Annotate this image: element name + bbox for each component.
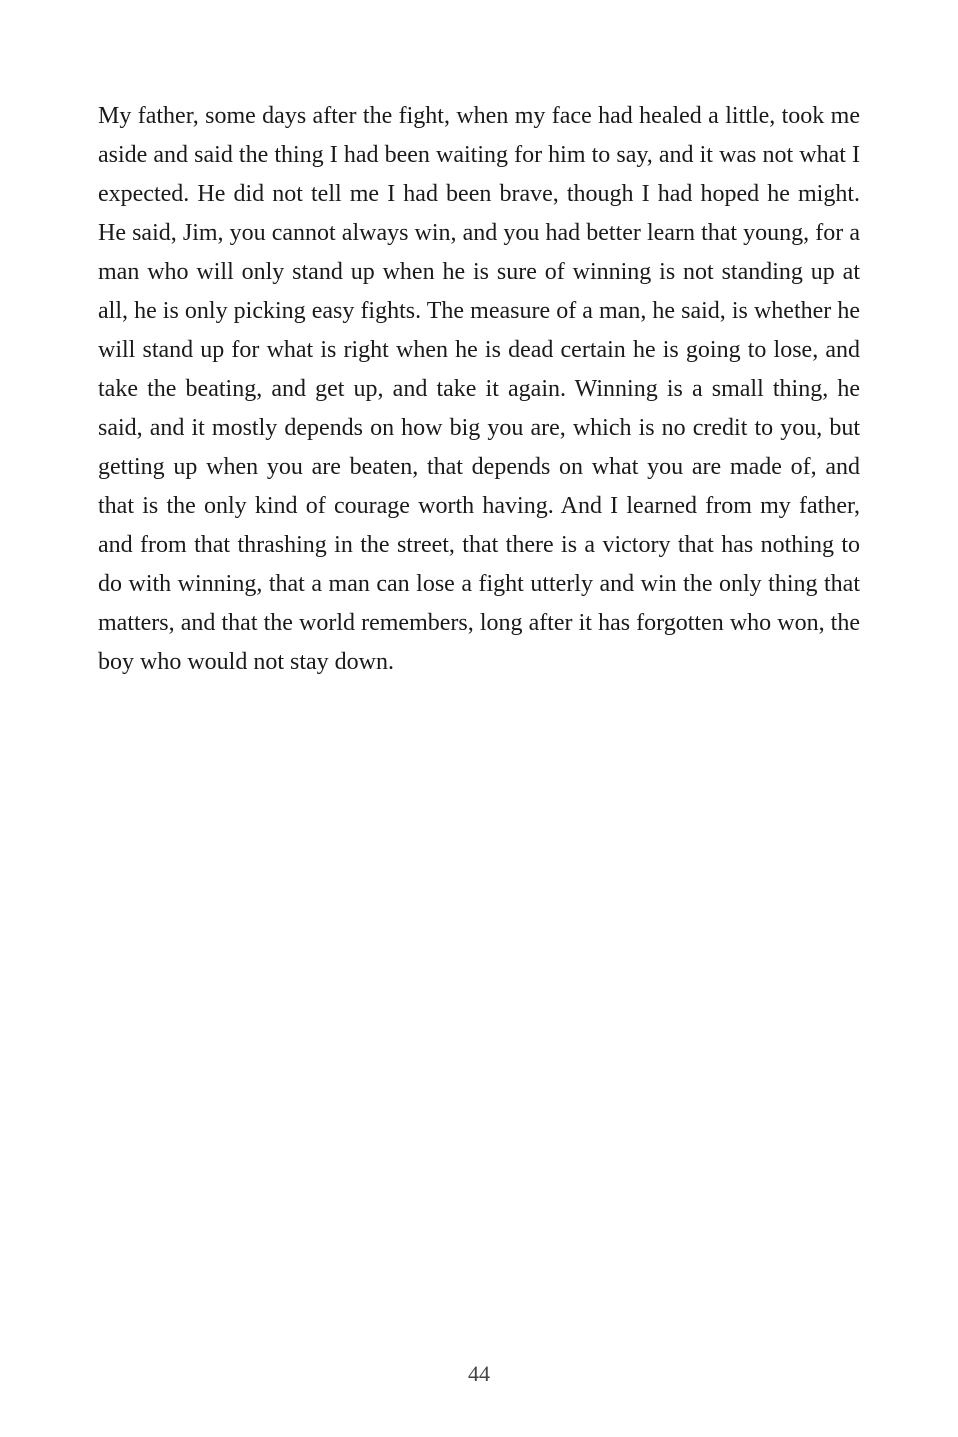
body-paragraph: My father, some days after the fight, when my face had healed a little, took me aside and said the thing I had been waiting for him to say, and it was not what I expected. He did not tell me I had been brave, though I had hoped he might. He said, Jim, you cannot always win, and you had better learn that young, for a man who will only stand up when he is sure of winning is not standing up at all, he is only picking easy fights. The measure of a man, he said, is whether he will stand up for what is right when he is dead certain he is going to lose, and take the beating, and get up, and take it again. Winning is a small thing, he said, and it mostly depends on how big you are, which is no credit to you, but getting up when you are beaten, that depends on what you are made of, and that is the only kind of courage worth having. And I learned from my father, and from that thrashing in the street, that there is a victory that has nothing to do with winning, that a man can lose a fight utterly and win the only thing that matters, and that the world remembers, long after it has forgotten who won, the boy who would not stay down. [98,103,860,675]
page-number: 44 [468,1361,490,1386]
